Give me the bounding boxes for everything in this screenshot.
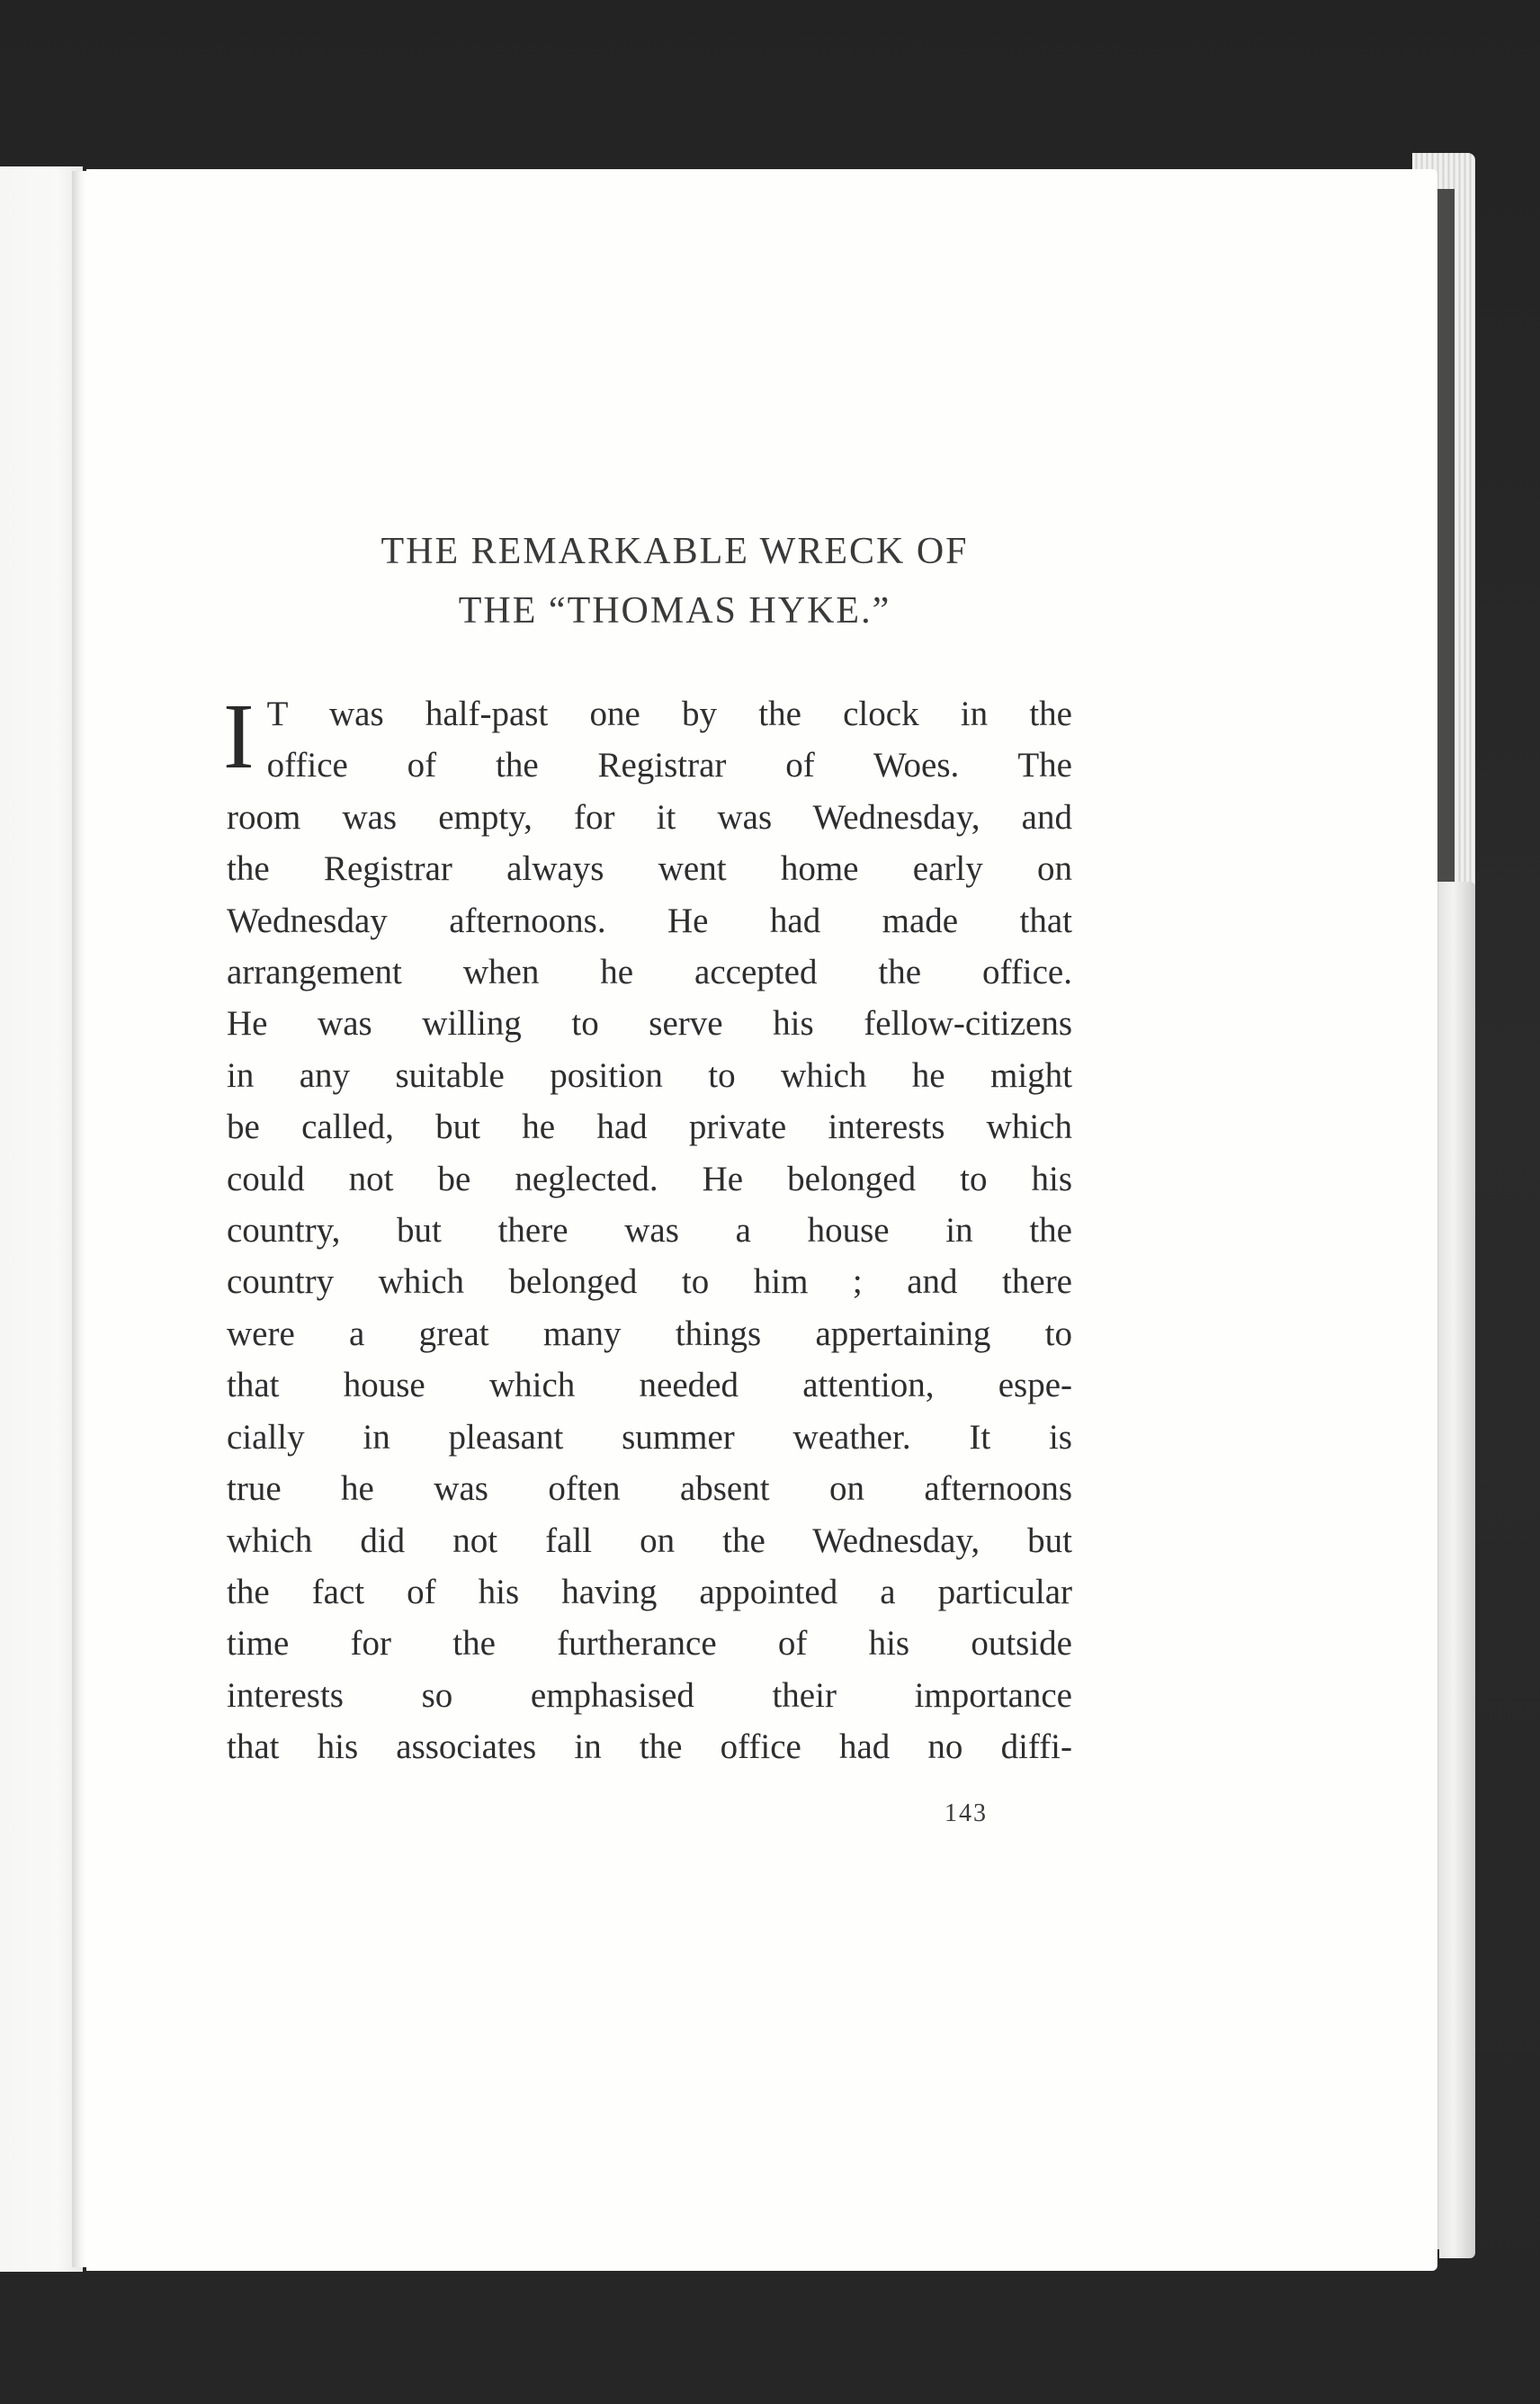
text-line: could not be neglected. He belonged to his bbox=[227, 1159, 1072, 1198]
chapter-title bbox=[225, 522, 1124, 641]
text-line: country, but there was a house in the bbox=[227, 1211, 1072, 1251]
text-line: that house which needed attention, espe- bbox=[227, 1366, 1072, 1405]
page-number: 143 bbox=[945, 1799, 988, 1827]
drop-cap: I bbox=[223, 685, 255, 788]
text-line: Wednesday afternoons. He had made that bbox=[227, 901, 1072, 940]
text-line: T was half-past one by the clock in the bbox=[266, 695, 1072, 733]
text-line: true he was often absent on afternoons bbox=[227, 1469, 1072, 1509]
text-line: cially in pleasant summer weather. It is bbox=[227, 1417, 1072, 1457]
text-line: time for the furtherance of his outside bbox=[227, 1624, 1072, 1664]
left-page-edge bbox=[0, 166, 83, 2272]
chapter-body bbox=[223, 685, 1072, 1773]
text-line: the fact of his having appointed a particular bbox=[227, 1572, 1072, 1611]
cover-edge bbox=[1435, 189, 1455, 882]
text-line: in any suitable position to which he might bbox=[227, 1055, 1072, 1095]
text-line: He was willing to serve his fellow-citizens bbox=[227, 1004, 1072, 1044]
text-line: interests so emphasised their importance bbox=[227, 1675, 1072, 1715]
text-line: arrangement when he accepted the office. bbox=[227, 953, 1072, 992]
text-line: office of the Registrar of Woes. The bbox=[266, 746, 1072, 785]
text-line: that his associates in the office had no diffi- bbox=[227, 1727, 1072, 1767]
text-line: be called, but he had private interests which bbox=[227, 1108, 1072, 1147]
chapter-title-line-2: THE “THOMAS HYKE.” bbox=[458, 590, 891, 632]
text-line: which did not fall on the Wednesday, but bbox=[227, 1520, 1072, 1560]
text-line: the Registrar always went home early on bbox=[227, 849, 1072, 889]
text-line: country which belonged to him ; and there bbox=[227, 1262, 1072, 1302]
text-line: were a great many things appertaining to bbox=[227, 1314, 1072, 1353]
book-gutter bbox=[72, 171, 86, 2267]
text-line: room was empty, for it was Wednesday, and bbox=[227, 797, 1072, 837]
page-stack-edge bbox=[1439, 882, 1475, 2258]
chapter-title-line-1: THE REMARKABLE WRECK OF bbox=[381, 531, 969, 572]
